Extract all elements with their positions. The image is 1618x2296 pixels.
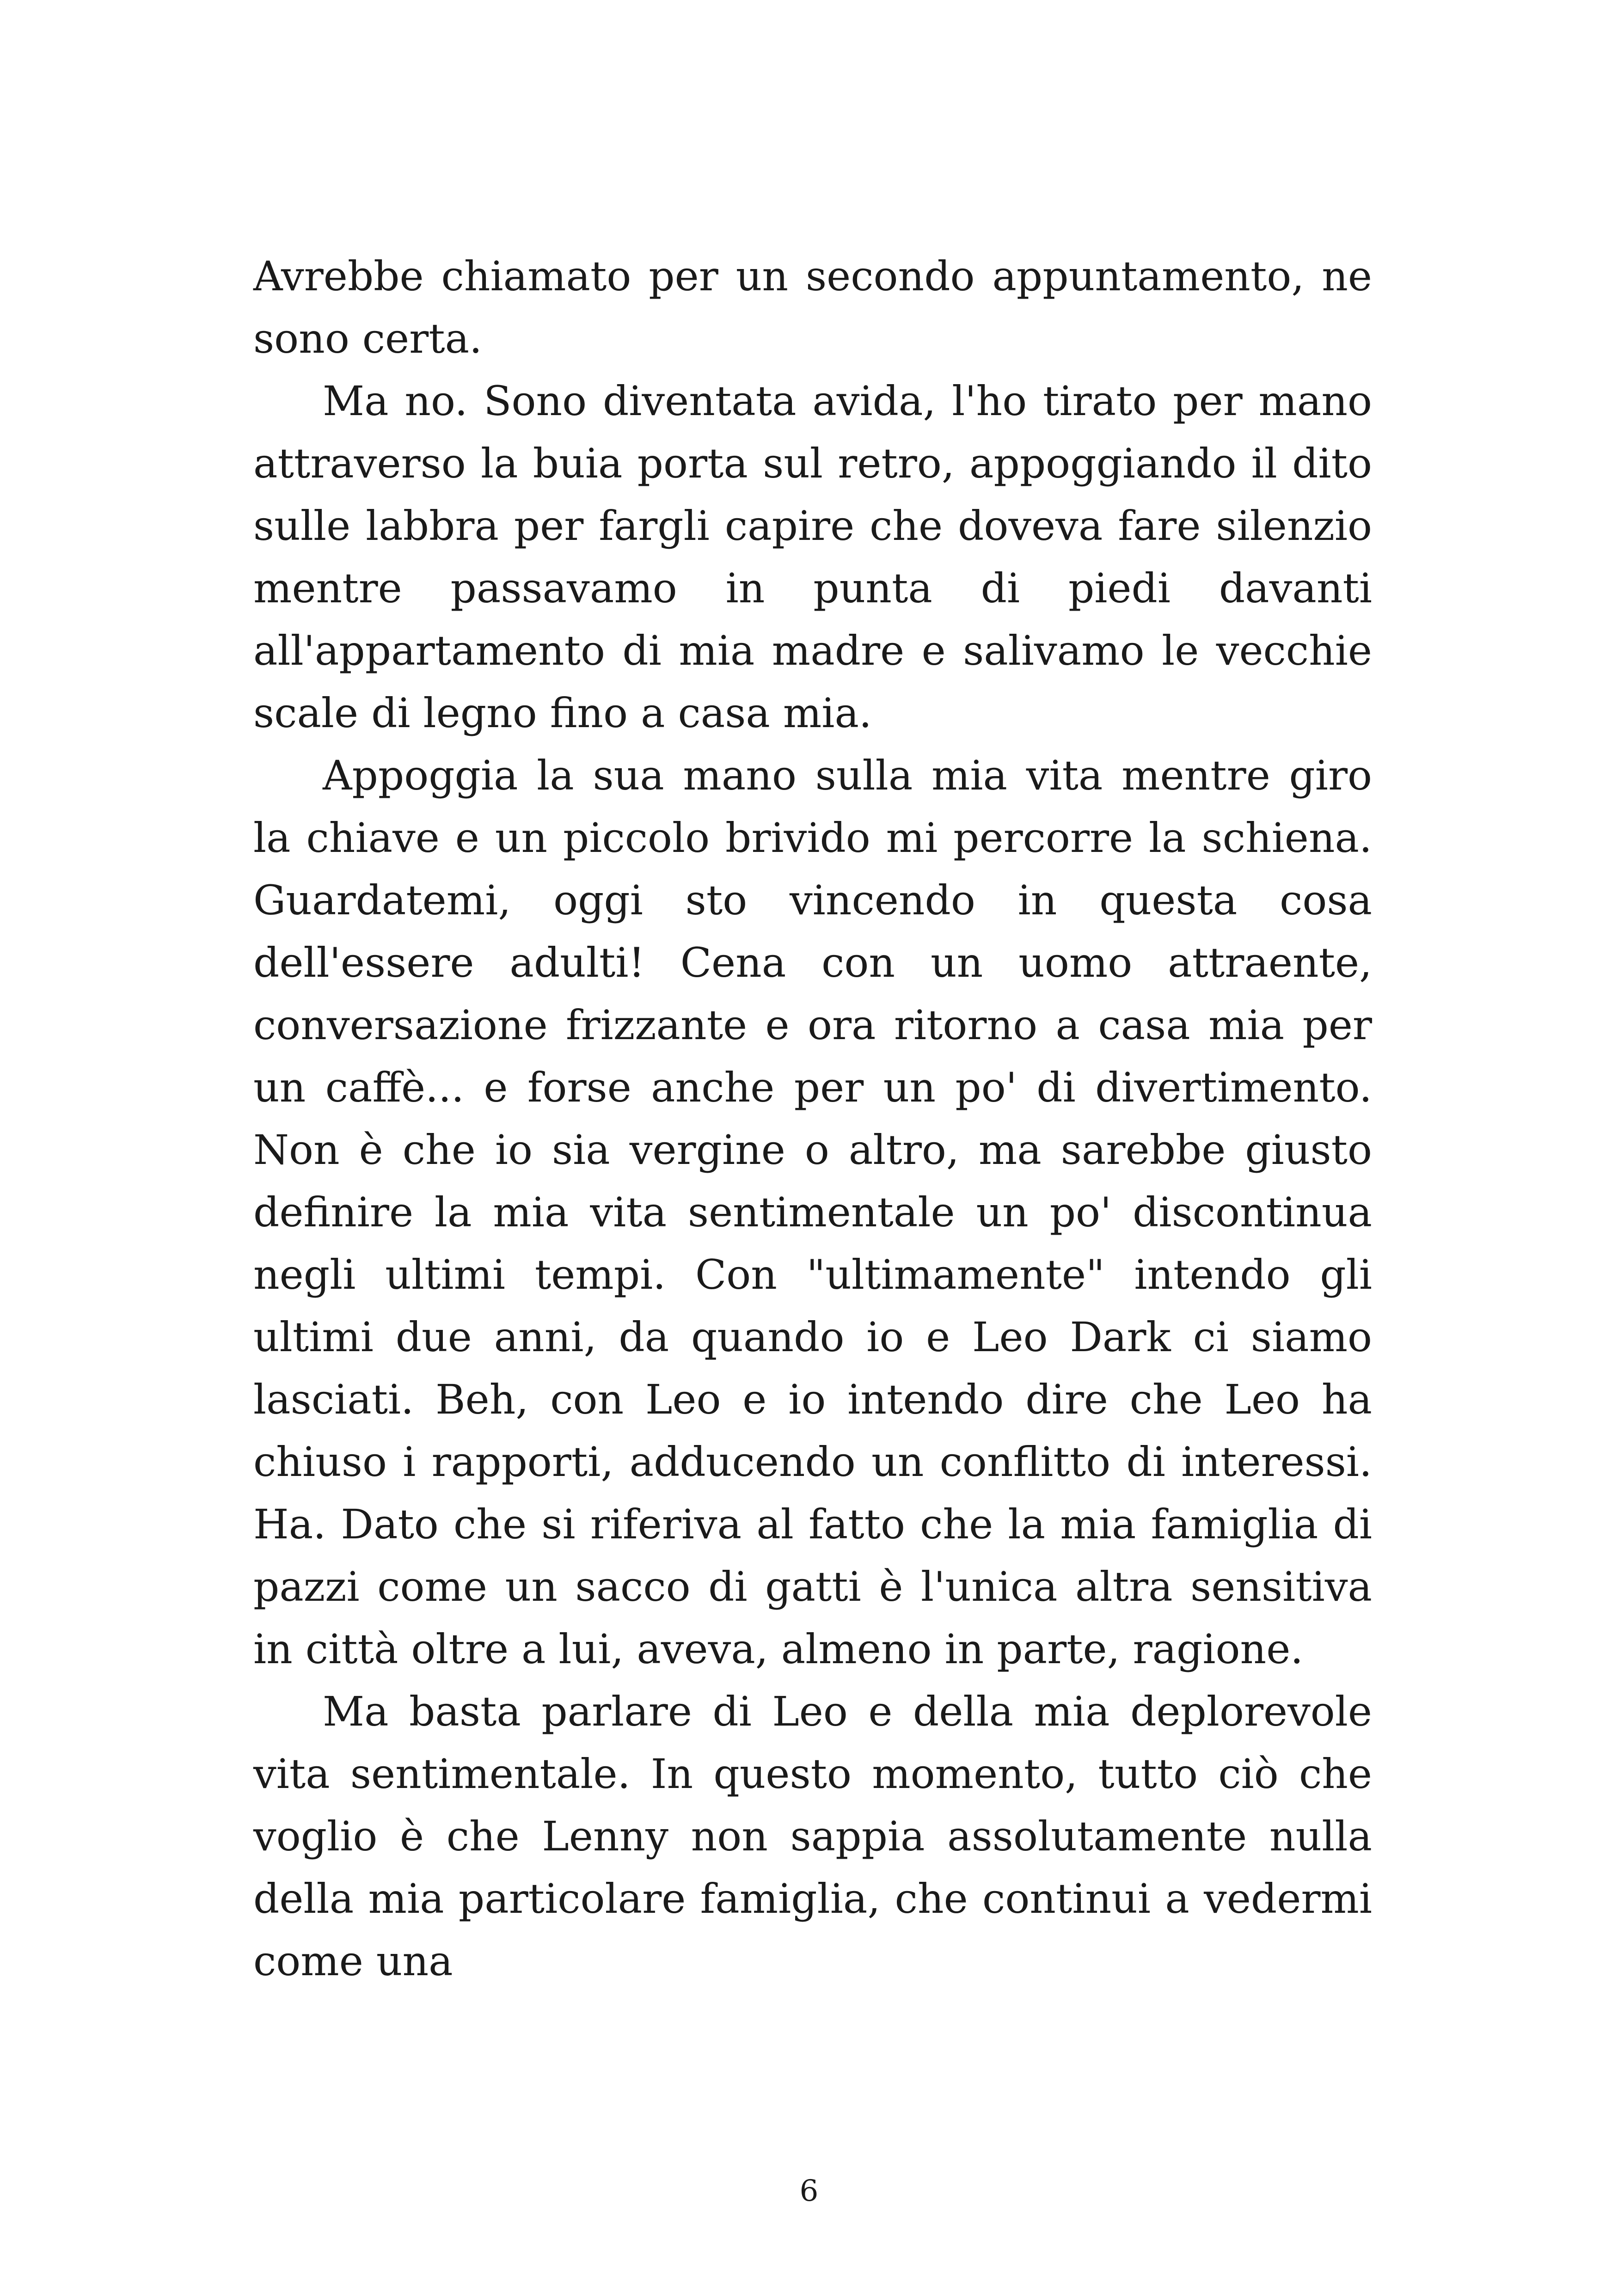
paragraph-2: Ma no. Sono diventata avida, l'ho tirato per mano attraverso la buia porta sul retro, appoggiando il dito sulle labbra per fargli capire che doveva fare silenzio mentre passavamo in punta di piedi davanti all'appartamento di mia madre e salivamo le vecchie scale di legno fino a casa mia. [253,377,1372,737]
paragraph-4: Ma basta parlare di Leo e della mia deplorevole vita sentimentale. In questo momento, tutto ciò che voglio è che Lenny non sappia assolutamente nulla della mia particolare famiglia, che continui a vedermi come una [253,1688,1372,1985]
paragraph-3: Appoggia la sua mano sulla mia vita mentre giro la chiave e un piccolo brivido mi percorre la schiena. Guardatemi, oggi sto vincendo in questa cosa dell'essere adulti! Cena con un uomo attraente, conversazione frizzante e ora ritorno a casa mia per un caffè... e forse anche per un po' di divertimento. Non è che io sia vergine o altro, ma sarebbe giusto definire la mia vita sentimentale un po' discontinua negli ultimi tempi. Con "ultimamente" intendo gli ultimi due anni, da quando io e Leo Dark ci siamo lasciati. Beh, con Leo e io intendo dire che Leo ha chiuso i rapporti, adducendo un conflitto di interessi. Ha. Dato che si riferiva al fatto che la mia famiglia di pazzi come un sacco di gatti è l'unica altra sensitiva in città oltre a lui, aveva, almeno in parte, ragione. [253,752,1372,1673]
page-number: 6 [799,2174,819,2208]
paragraph-1: Avrebbe chiamato per un secondo appuntamento, ne sono certa. [253,252,1372,362]
body-text [253,245,1372,1992]
